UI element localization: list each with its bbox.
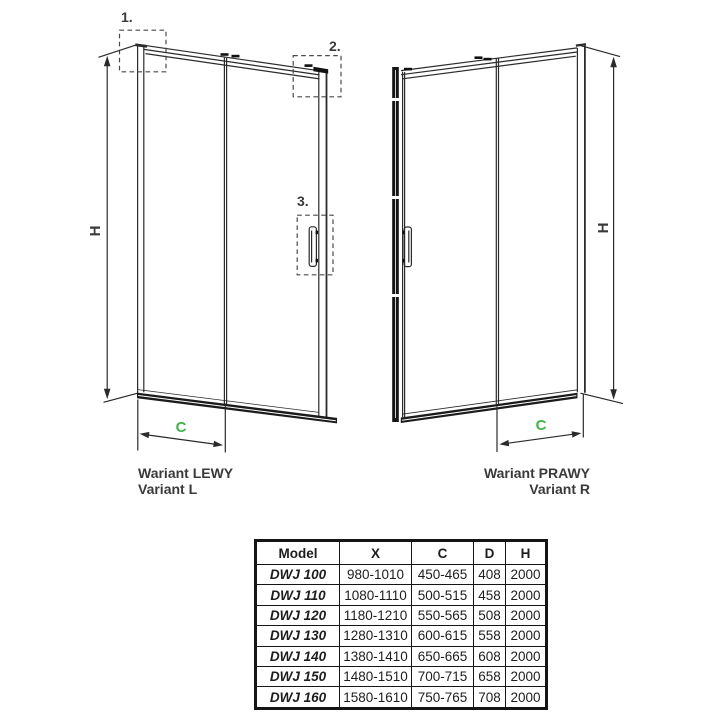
table-header-row bbox=[257, 542, 546, 565]
header-d: D bbox=[474, 542, 506, 565]
callout-1-label: 1. bbox=[121, 9, 133, 25]
right-variant-caption-line2: Variant R bbox=[529, 480, 590, 497]
header-x: X bbox=[340, 542, 412, 565]
left-door-handle bbox=[309, 227, 318, 267]
x-cell: 1080-1110 bbox=[340, 585, 412, 605]
d-cell: 708 bbox=[474, 687, 506, 707]
model-cell: DWJ 150 bbox=[257, 666, 340, 686]
h-cell: 2000 bbox=[506, 687, 546, 707]
h-cell: 2000 bbox=[506, 626, 546, 646]
model-cell: DWJ 130 bbox=[257, 626, 340, 646]
table-row bbox=[257, 687, 546, 707]
header-c: C bbox=[412, 542, 474, 565]
right-door-handle bbox=[402, 227, 411, 267]
right-door-drawing bbox=[392, 44, 623, 452]
right-variant-caption bbox=[440, 466, 590, 497]
d-cell: 458 bbox=[474, 585, 506, 605]
c-cell: 750-765 bbox=[412, 687, 474, 707]
d-cell: 558 bbox=[474, 626, 506, 646]
header-model: Model bbox=[257, 542, 340, 565]
h-cell: 2000 bbox=[506, 605, 546, 625]
model-cell: DWJ 160 bbox=[257, 687, 340, 707]
h-cell: 2000 bbox=[506, 585, 546, 605]
left-width-dim-label: C bbox=[175, 419, 187, 436]
table-row bbox=[257, 565, 546, 585]
h-cell: 2000 bbox=[506, 666, 546, 686]
d-cell: 408 bbox=[474, 565, 506, 585]
h-cell: 2000 bbox=[506, 565, 546, 585]
c-cell: 500-515 bbox=[412, 585, 474, 605]
table-row bbox=[257, 585, 546, 605]
x-cell: 1380-1410 bbox=[340, 646, 412, 666]
left-variant-caption bbox=[138, 466, 233, 497]
callout-3-label: 3. bbox=[297, 193, 309, 209]
spec-table bbox=[256, 541, 546, 708]
left-roller-brackets bbox=[221, 53, 313, 67]
table-row bbox=[257, 605, 546, 625]
model-cell: DWJ 100 bbox=[257, 565, 340, 585]
x-cell: 1580-1610 bbox=[340, 687, 412, 707]
spec-table-wrapper bbox=[254, 539, 548, 710]
model-cell: DWJ 140 bbox=[257, 646, 340, 666]
left-variant-caption-line2: Variant L bbox=[138, 480, 198, 497]
c-cell: 650-665 bbox=[412, 646, 474, 666]
c-cell: 600-615 bbox=[412, 626, 474, 646]
d-cell: 658 bbox=[474, 666, 506, 686]
header-h: H bbox=[506, 542, 546, 565]
table-row bbox=[257, 666, 546, 686]
d-cell: 608 bbox=[474, 646, 506, 666]
table-row bbox=[257, 626, 546, 646]
d-cell: 508 bbox=[474, 605, 506, 625]
right-height-dim-label: H bbox=[595, 222, 612, 234]
callout-2-label: 2. bbox=[329, 38, 341, 54]
x-cell: 980-1010 bbox=[340, 565, 412, 585]
x-cell: 1180-1210 bbox=[340, 605, 412, 625]
c-cell: 550-565 bbox=[412, 605, 474, 625]
c-cell: 700-715 bbox=[412, 666, 474, 686]
right-width-dim-label: C bbox=[535, 417, 547, 434]
c-cell: 450-465 bbox=[412, 565, 474, 585]
model-cell: DWJ 120 bbox=[257, 605, 340, 625]
left-variant-caption-line1: Wariant LEWY bbox=[138, 465, 234, 481]
left-height-dim-label: H bbox=[87, 225, 104, 237]
table-row bbox=[257, 646, 546, 666]
left-door-drawing bbox=[99, 30, 342, 452]
x-cell: 1280-1310 bbox=[340, 626, 412, 646]
right-variant-caption-line1: Wariant PRAWY bbox=[483, 465, 590, 481]
model-cell: DWJ 110 bbox=[257, 585, 340, 605]
h-cell: 2000 bbox=[506, 646, 546, 666]
x-cell: 1480-1510 bbox=[340, 666, 412, 686]
